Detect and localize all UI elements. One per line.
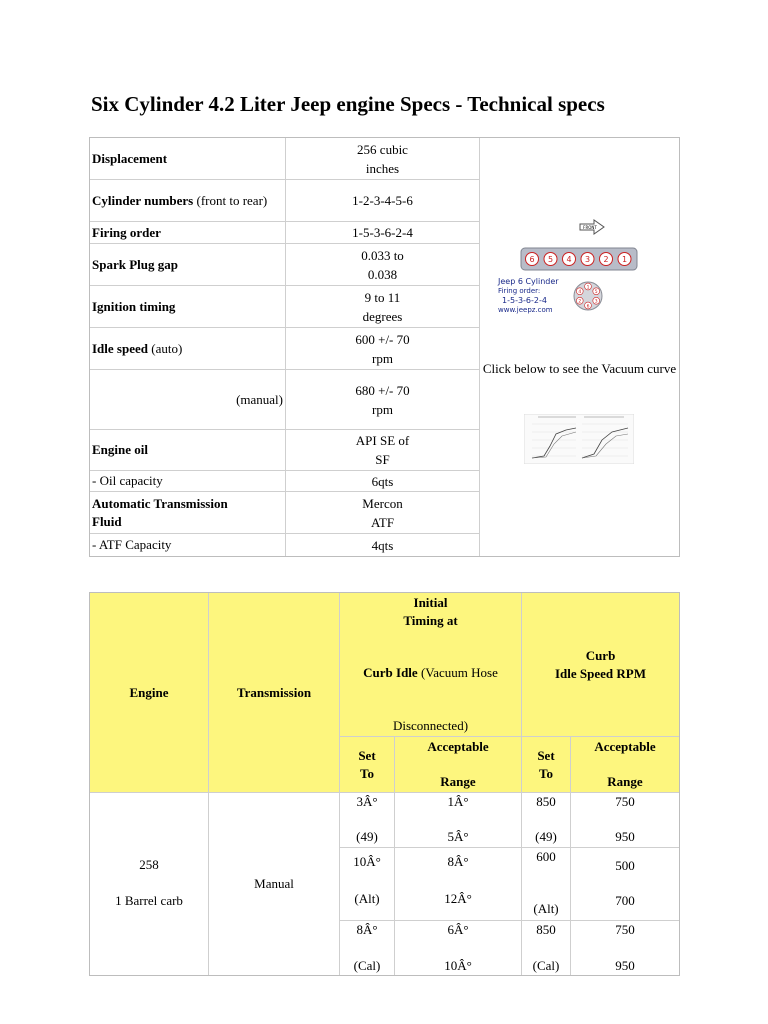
distributor-cap-icon [574,282,602,310]
cap-terminal-number: 1 [586,285,590,291]
spec-value: Mercon ATF [362,495,403,530]
spec-row: Idle speed (auto) 600 +/- 70 rpm [90,328,480,370]
cap-terminal-number: 6 [586,304,590,310]
diagram-caption-3: 1-5-3-6-2-4 [502,296,547,305]
spec-note: - Oil capacity [92,473,163,488]
vacuum-curve-text: Click below to see the Vacuum curve [482,361,677,376]
cylinder-number: 3 [584,255,591,264]
spec-row [90,370,480,430]
cap-terminal-number: 5 [594,290,598,296]
spec-value: 600 +/- 70 rpm [355,331,410,366]
cylinder-number: 4 [566,255,572,264]
table-row: 8Â° (Cal) [340,921,395,975]
spec-value: 1-5-3-6-2-4 [352,225,413,240]
spec-row [90,222,480,244]
spec-row [90,492,480,534]
cap-terminal-number: 4 [578,290,582,296]
vacuum-curve-thumbnail[interactable] [524,414,634,464]
spec-row [90,244,480,286]
header-acceptable-range: Acceptable Range [395,737,522,793]
timing-table: Engine Transmission Initial Timing at Curb Idle (Vacuum Hose Disconnected) Curb Idle Speed RPM Set To Acceptable Range Set To Acceptable Range 258 1 Barrel carb Manual 3Â° (49) 1Â° 5Â° 850 (49) 750 950 10Â° (Alt) 8Â° 12Â° 600 (Alt) 500 700 8Â° (Cal) 6Â° 10Â° 850 (Cal) 750 950 [89,592,680,976]
cap-terminal-number: 2 [578,299,582,305]
table-row: 10Â° (Alt) [340,848,395,921]
spec-row [90,430,480,471]
engine-cell: 258 1 Barrel carb [90,793,209,975]
spec-label: Engine oil [92,442,148,457]
spec-label: Ignition timing [92,298,176,314]
page-title: Six Cylinder 4.2 Liter Jeep engine Specs - Technical specs [91,92,605,116]
header-rpm-acceptable-range: Acceptable Range [571,737,679,793]
header-initial-timing: Initial Timing at Curb Idle (Vacuum Hose Disconnected) [340,593,522,737]
cylinder-number: 1 [621,255,628,264]
diagram-caption-1: Jeep 6 Cylinder [498,277,559,286]
header-set-to: Set To [340,737,395,793]
spec-label: Spark Plug gap [92,256,178,272]
cylinder-number: 6 [529,255,535,264]
spec-row [90,286,480,328]
cylinder-number: 5 [547,255,554,264]
spec-label: Cylinder numbers [92,192,194,208]
header-engine: Engine [90,593,209,793]
cylinder-number: 2 [603,255,609,264]
table-row: 3Â° (49) [340,793,395,848]
diagram-caption-2: Firing order: [498,287,541,295]
header-rpm-set-to: Set To [522,737,571,793]
cap-terminal-number: 3 [594,299,598,305]
spec-value: 4qts [371,537,394,553]
spec-label: Idle speed [92,340,148,356]
spec-label: Displacement [92,150,168,166]
spec-value: 9 to 11 degrees [362,289,403,324]
front-label: FRONT [583,225,597,230]
spec-value: 1-2-3-4-5-6 [352,193,413,208]
spec-row [90,534,480,556]
spec-value: 256 cubic inches [357,141,408,176]
firing-order-diagram[interactable] [494,218,664,330]
spec-side-panel [480,138,679,556]
spec-row [90,471,480,492]
spec-label: Automatic Transmission Fluid [92,495,228,529]
header-transmission: Transmission [209,593,340,793]
spec-value: API SE of SF [355,433,410,467]
spec-value: 6qts [371,473,394,489]
spec-value: 680 +/- 70 rpm [355,382,410,417]
spec-note: - ATF Capacity [92,537,172,552]
spec-note: (manual) [236,391,283,407]
diagram-caption-4: www.jeepz.com [498,306,553,314]
header-curb-idle-rpm: Curb Idle Speed RPM [522,593,679,737]
spec-row [90,138,480,180]
spec-row: Cylinder numbers (front to rear) 1-2-3-4-5-6 [90,180,480,222]
front-arrow-icon [580,220,604,234]
transmission-cell: Manual [209,793,340,975]
engine-spec-table [89,137,680,557]
spec-label: Firing order [92,224,161,240]
spec-value: 0.033 to 0.038 [361,247,404,282]
